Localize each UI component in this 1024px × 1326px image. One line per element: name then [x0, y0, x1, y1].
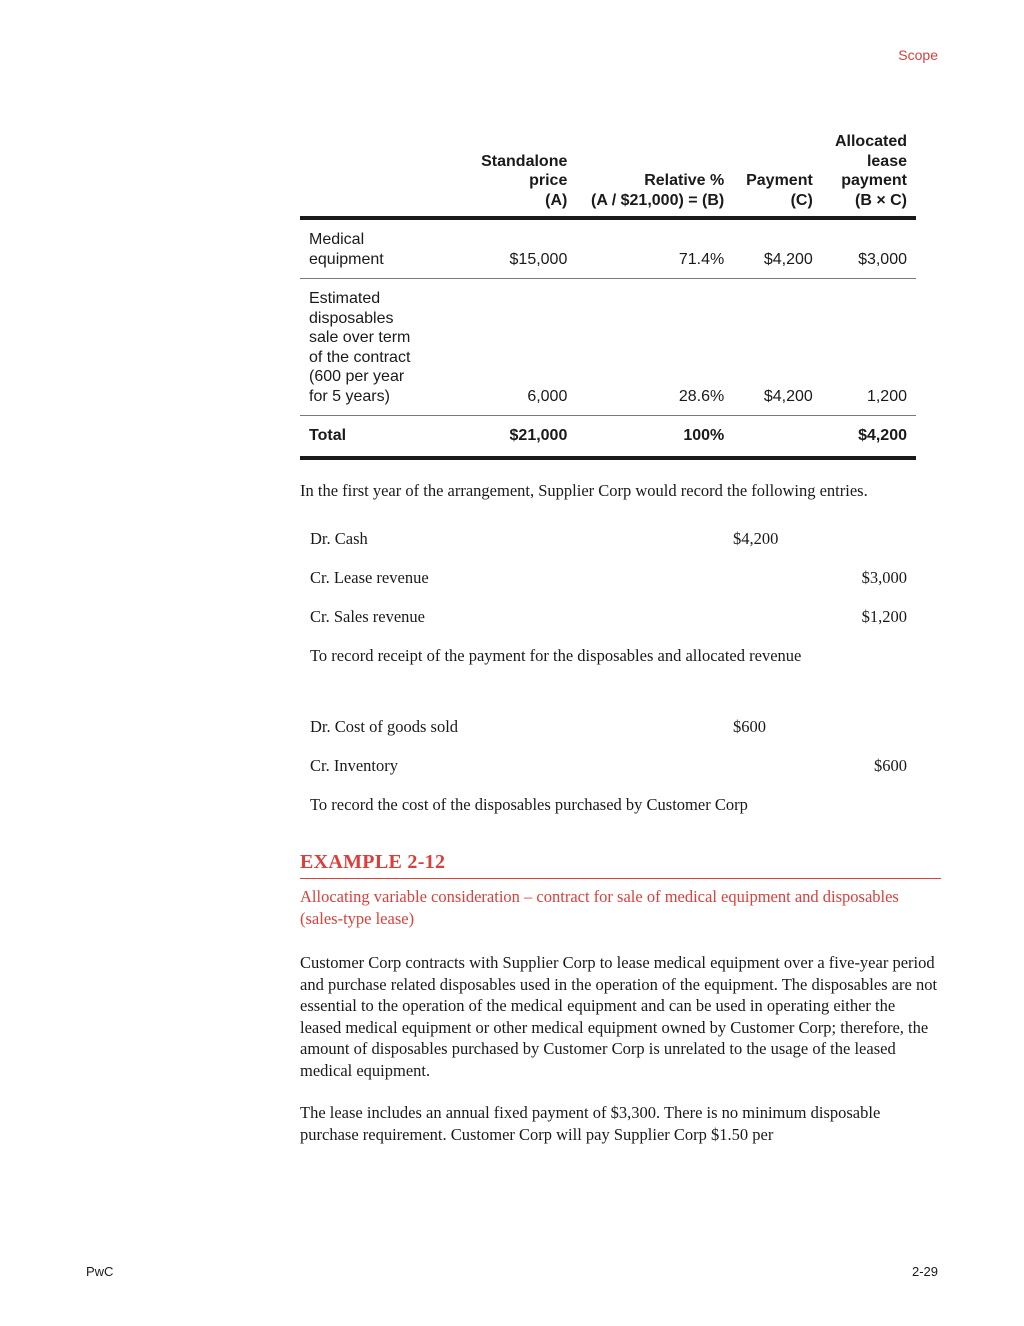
- intro-paragraph: In the first year of the arrangement, Supplier Corp would record the following entries.: [300, 481, 868, 500]
- credit-amount: $3,000: [861, 568, 907, 587]
- table-cell: 6,000: [467, 279, 576, 416]
- column-header-allocated-lease-payment: Allocated lease payment (B × C): [822, 132, 916, 218]
- table-row: [300, 279, 916, 416]
- row-label: Total: [300, 416, 467, 458]
- example-title: EXAMPLE 2-12: [300, 851, 941, 879]
- journal-entry-1: [300, 527, 916, 683]
- example-subtitle: Allocating variable consideration – contract for sale of medical equipment and disposables (sales-type lease): [300, 887, 899, 928]
- table-cell: $21,000: [467, 416, 576, 458]
- journal-memo: [300, 644, 916, 683]
- table-cell: [733, 416, 822, 458]
- allocation-table: [300, 132, 916, 460]
- credit-amount: $600: [874, 756, 907, 775]
- footer-brand: PwC: [86, 1264, 114, 1279]
- journal-line: [300, 754, 916, 793]
- journal-line: [300, 605, 916, 644]
- row-label: Medical equipment: [300, 218, 467, 279]
- running-header-section: Scope: [898, 47, 938, 63]
- table-cell: 71.4%: [576, 218, 733, 279]
- account-name: Cr. Inventory: [310, 756, 398, 775]
- column-header-payment: Payment (C): [733, 132, 822, 218]
- page-number: 2-29: [911, 1264, 938, 1279]
- table-cell: $4,200: [822, 416, 916, 458]
- table-cell: 100%: [576, 416, 733, 458]
- table-total-row: [300, 416, 916, 458]
- table-cell: $4,200: [733, 218, 822, 279]
- credit-amount: $1,200: [861, 607, 907, 626]
- journal-entry-2: [300, 715, 916, 832]
- account-name: Dr. Cash: [310, 529, 368, 548]
- row-label: Estimated disposables sale over term of the contract (600 per year for 5 years): [300, 279, 467, 416]
- table-cell: $3,000: [822, 218, 916, 279]
- account-name: Cr. Sales revenue: [310, 607, 426, 626]
- debit-amount: $4,200: [733, 529, 779, 548]
- example-paragraph-1: Customer Corp contracts with Supplier Corp to lease medical equipment over a five-year period and purchase related disposables used in the operation of the equipment. The disposables are not essential to the operation of the medical equipment and can be used in operating either the leased medical equipment or other medical equipment owned by Customer Corp; therefore, the amount of disposables purchased by Customer Corp is unrelated to the usage of the leased medical equipment.: [300, 953, 938, 1080]
- table-cell: $4,200: [733, 279, 822, 416]
- column-header-item: [300, 132, 467, 218]
- table-header-row: [300, 132, 916, 218]
- memo-text: To record the cost of the disposables purchased by Customer Corp: [310, 795, 748, 814]
- journal-memo: [300, 793, 916, 832]
- journal-line: [300, 527, 916, 566]
- table-cell: $15,000: [467, 218, 576, 279]
- column-header-relative-percent: Relative % (A / $21,000) = (B): [576, 132, 733, 218]
- account-name: Cr. Lease revenue: [310, 568, 429, 587]
- table-row: [300, 218, 916, 279]
- journal-line: [300, 715, 916, 754]
- column-header-standalone-price: Standalone price (A): [467, 132, 576, 218]
- debit-amount: $600: [733, 717, 766, 736]
- journal-line: [300, 566, 916, 605]
- table-cell: 1,200: [822, 279, 916, 416]
- example-paragraph-2: The lease includes an annual fixed payment of $3,300. There is no minimum disposable purchase requirement. Customer Corp will pay Supplier Corp $1.50 per: [300, 1103, 881, 1144]
- memo-text: To record receipt of the payment for the disposables and allocated revenue: [310, 646, 802, 665]
- table-cell: 28.6%: [576, 279, 733, 416]
- account-name: Dr. Cost of goods sold: [310, 717, 459, 736]
